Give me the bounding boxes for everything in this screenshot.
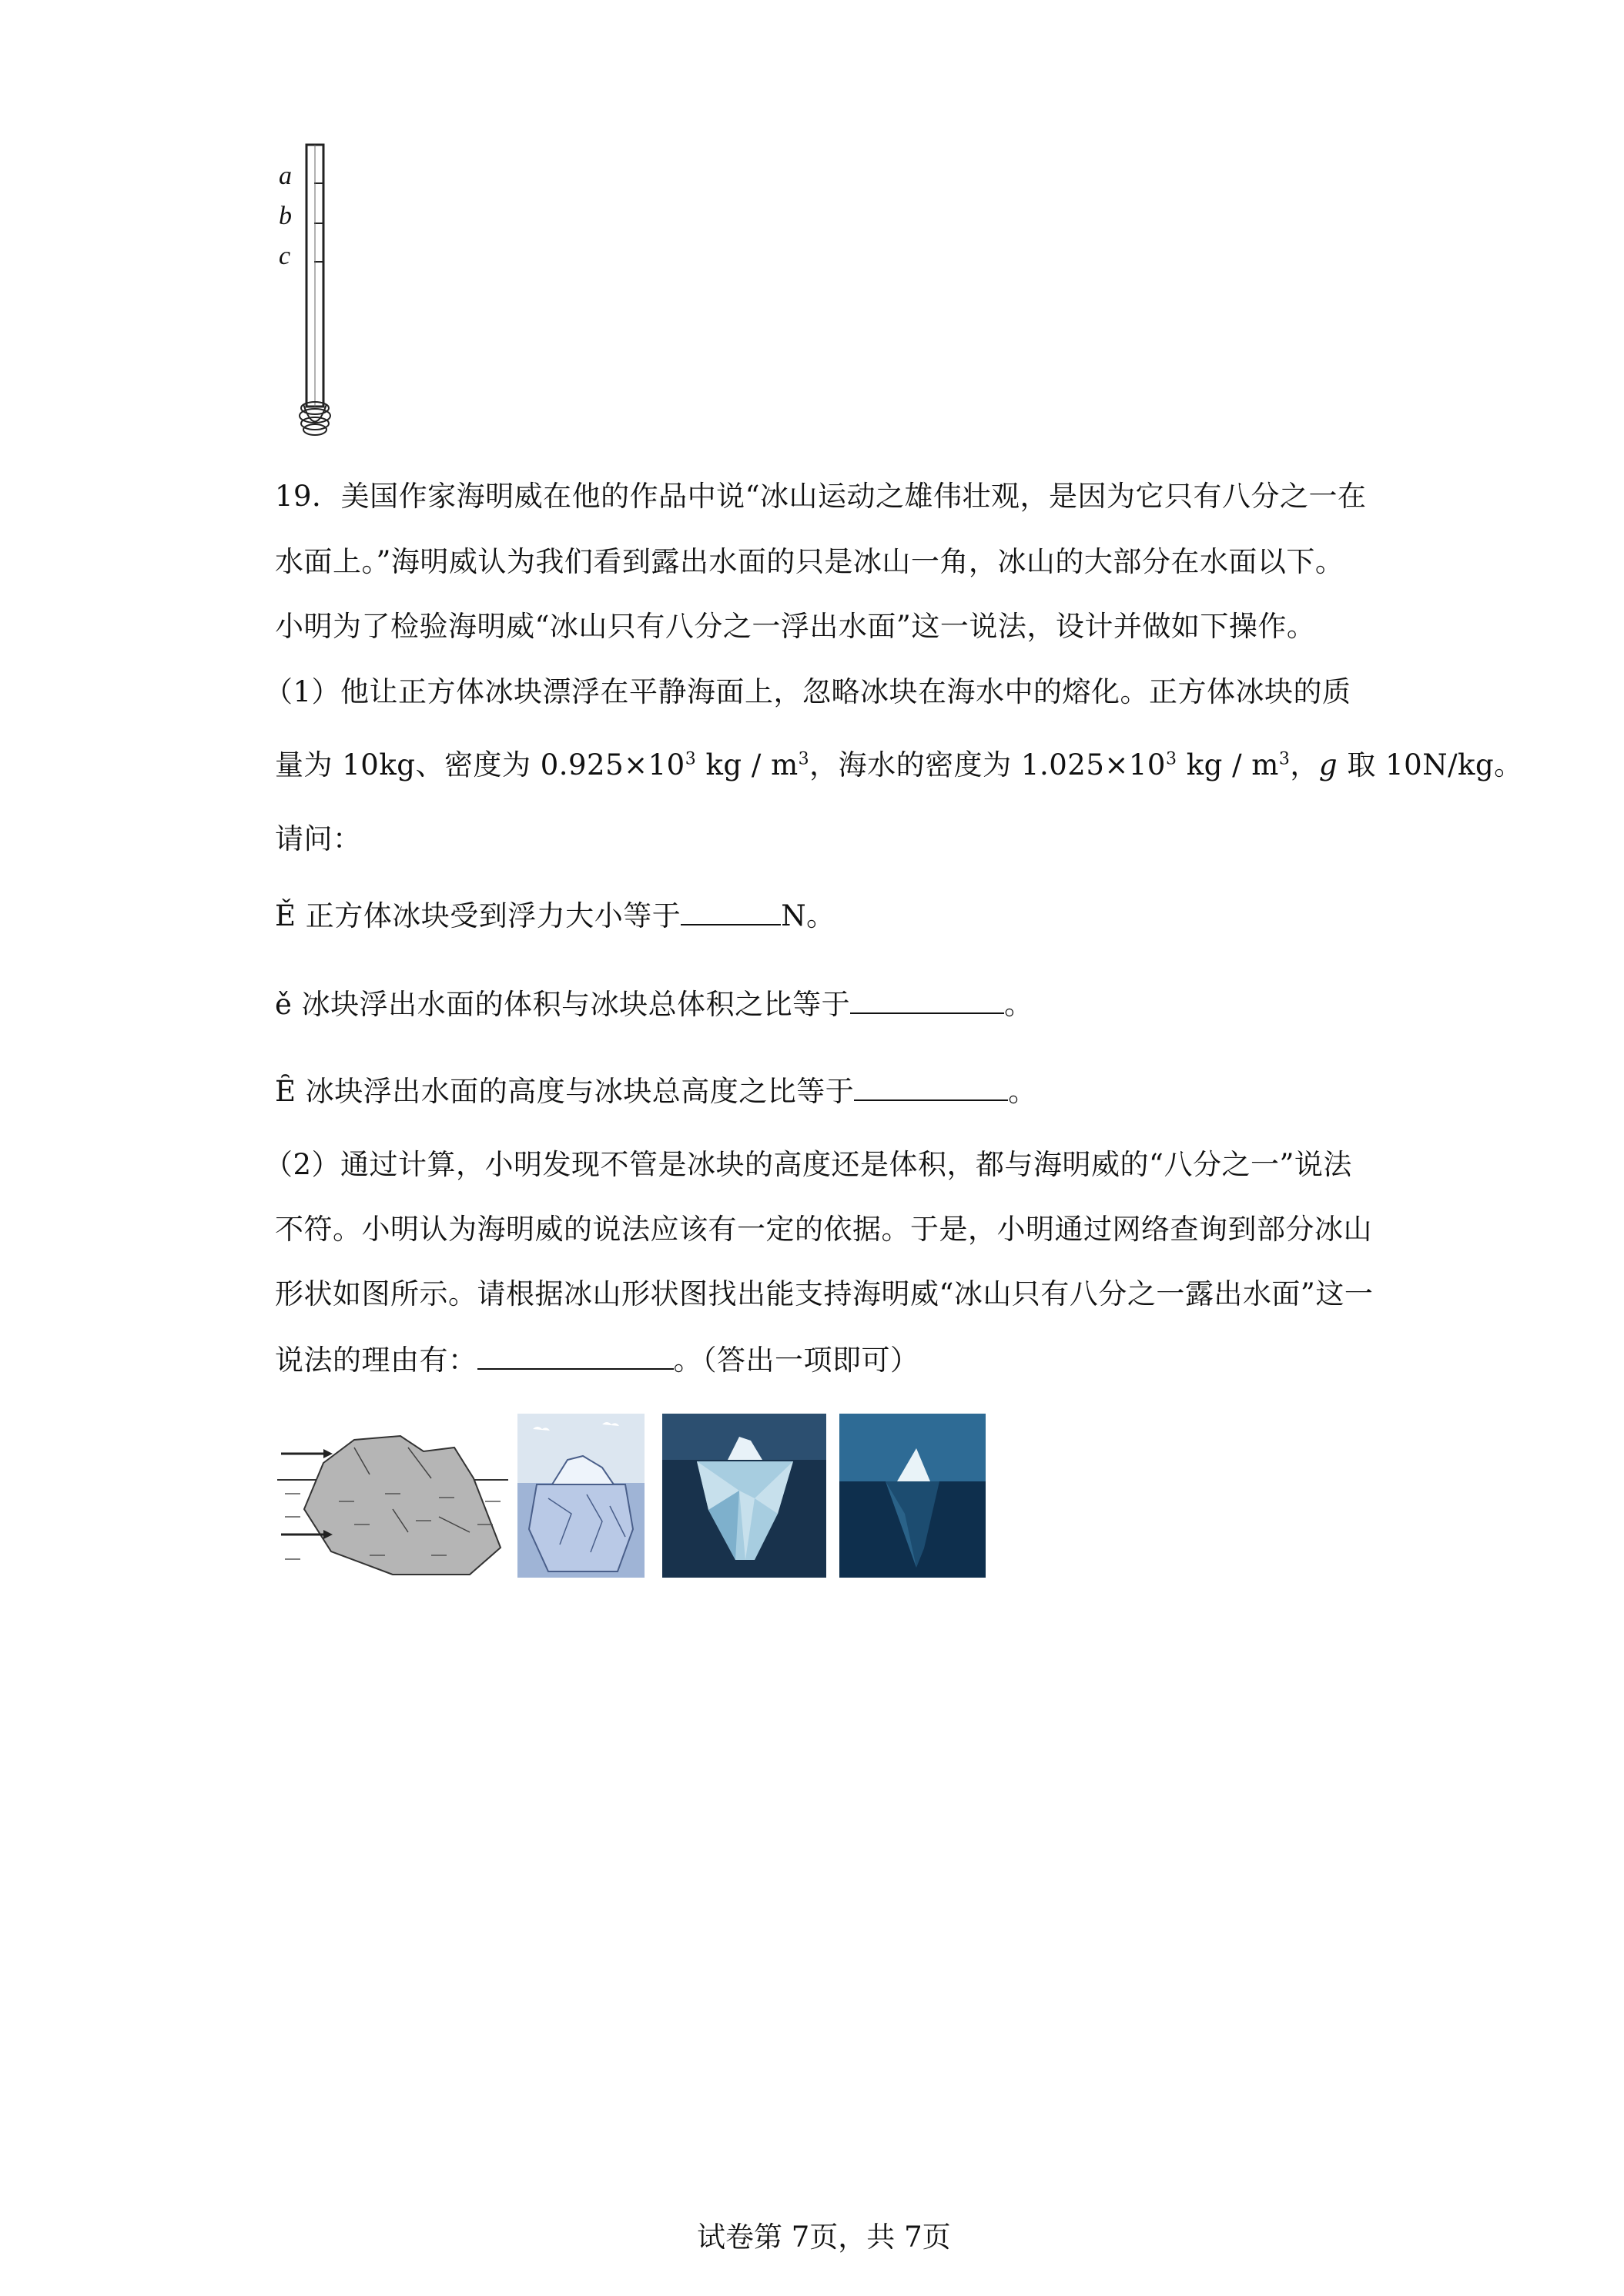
- sub1-marker: Ě: [275, 899, 296, 932]
- tube-figure: [277, 139, 362, 447]
- part2-line4: 说法的理由有： 。（答出一项即可）: [275, 1344, 919, 1377]
- part1-line2: 量为 10kg、密度为 $0.925\times 10^3$ kg / $m^3$，海水的密度为 $1.025\times 10^3$ kg / $m^3$，g 取 10N/kg。: [275, 748, 1523, 782]
- part2-line1: （2）通过计算，小明发现不管是冰块的高度还是体积，都与海明威的“八分之一”说法: [264, 1148, 1352, 1181]
- iceberg-dark-image: [839, 1414, 986, 1578]
- sub-question-2: ě 冰块浮出水面的体积与冰块总体积之比等于 。: [275, 988, 1033, 1021]
- tube-label-a: a: [279, 162, 292, 190]
- part2-line2: 不符。小明认为海明威的说法应该有一定的依据。于是，小明通过网络查询到部分冰山: [275, 1213, 1372, 1246]
- iceberg-diagram-image: [277, 1417, 508, 1578]
- tube-label-c: c: [279, 242, 291, 270]
- sub-question-1: Ě 正方体冰块受到浮力大小等于 N。: [275, 899, 835, 932]
- sub-question-3: Ȇ 冰块浮出水面的高度与冰块总高度之比等于 。: [275, 1075, 1037, 1108]
- answer-blank-3[interactable]: [854, 1076, 1008, 1101]
- part2-line3: 形状如图所示。请根据冰山形状图找出能支持海明威“冰山只有八分之一露出水面”这一: [275, 1277, 1374, 1310]
- question-number: 19．: [275, 480, 341, 513]
- question-intro-line2: 水面上。”海明威认为我们看到露出水面的只是冰山一角，冰山的大部分在水面以下。: [275, 545, 1344, 578]
- answer-blank-1[interactable]: [681, 901, 781, 925]
- answer-blank-4[interactable]: [477, 1345, 674, 1370]
- iceberg-polygon-image: [662, 1414, 826, 1578]
- iceberg-illustration-image: [517, 1414, 645, 1578]
- sub3-marker: Ȇ: [275, 1075, 296, 1108]
- page-footer: 试卷第 7页，共 7页: [697, 2221, 951, 2254]
- question-intro-line3: 小明为了检验海明威“冰山只有八分之一浮出水面”这一说法，设计并做如下操作。: [275, 610, 1316, 643]
- question-intro-line1: 19．美国作家海明威在他的作品中说“冰山运动之雄伟壮观，是因为它只有八分之一在: [275, 480, 1367, 513]
- sub2-marker: ě: [275, 988, 293, 1021]
- tube-label-b: b: [279, 202, 292, 230]
- part1-line3: 请问：: [275, 822, 362, 855]
- part1-line1: （1）他让正方体冰块漂浮在平静海面上，忽略冰块在海水中的熔化。正方体冰块的质: [264, 675, 1351, 708]
- answer-blank-2[interactable]: [850, 989, 1004, 1014]
